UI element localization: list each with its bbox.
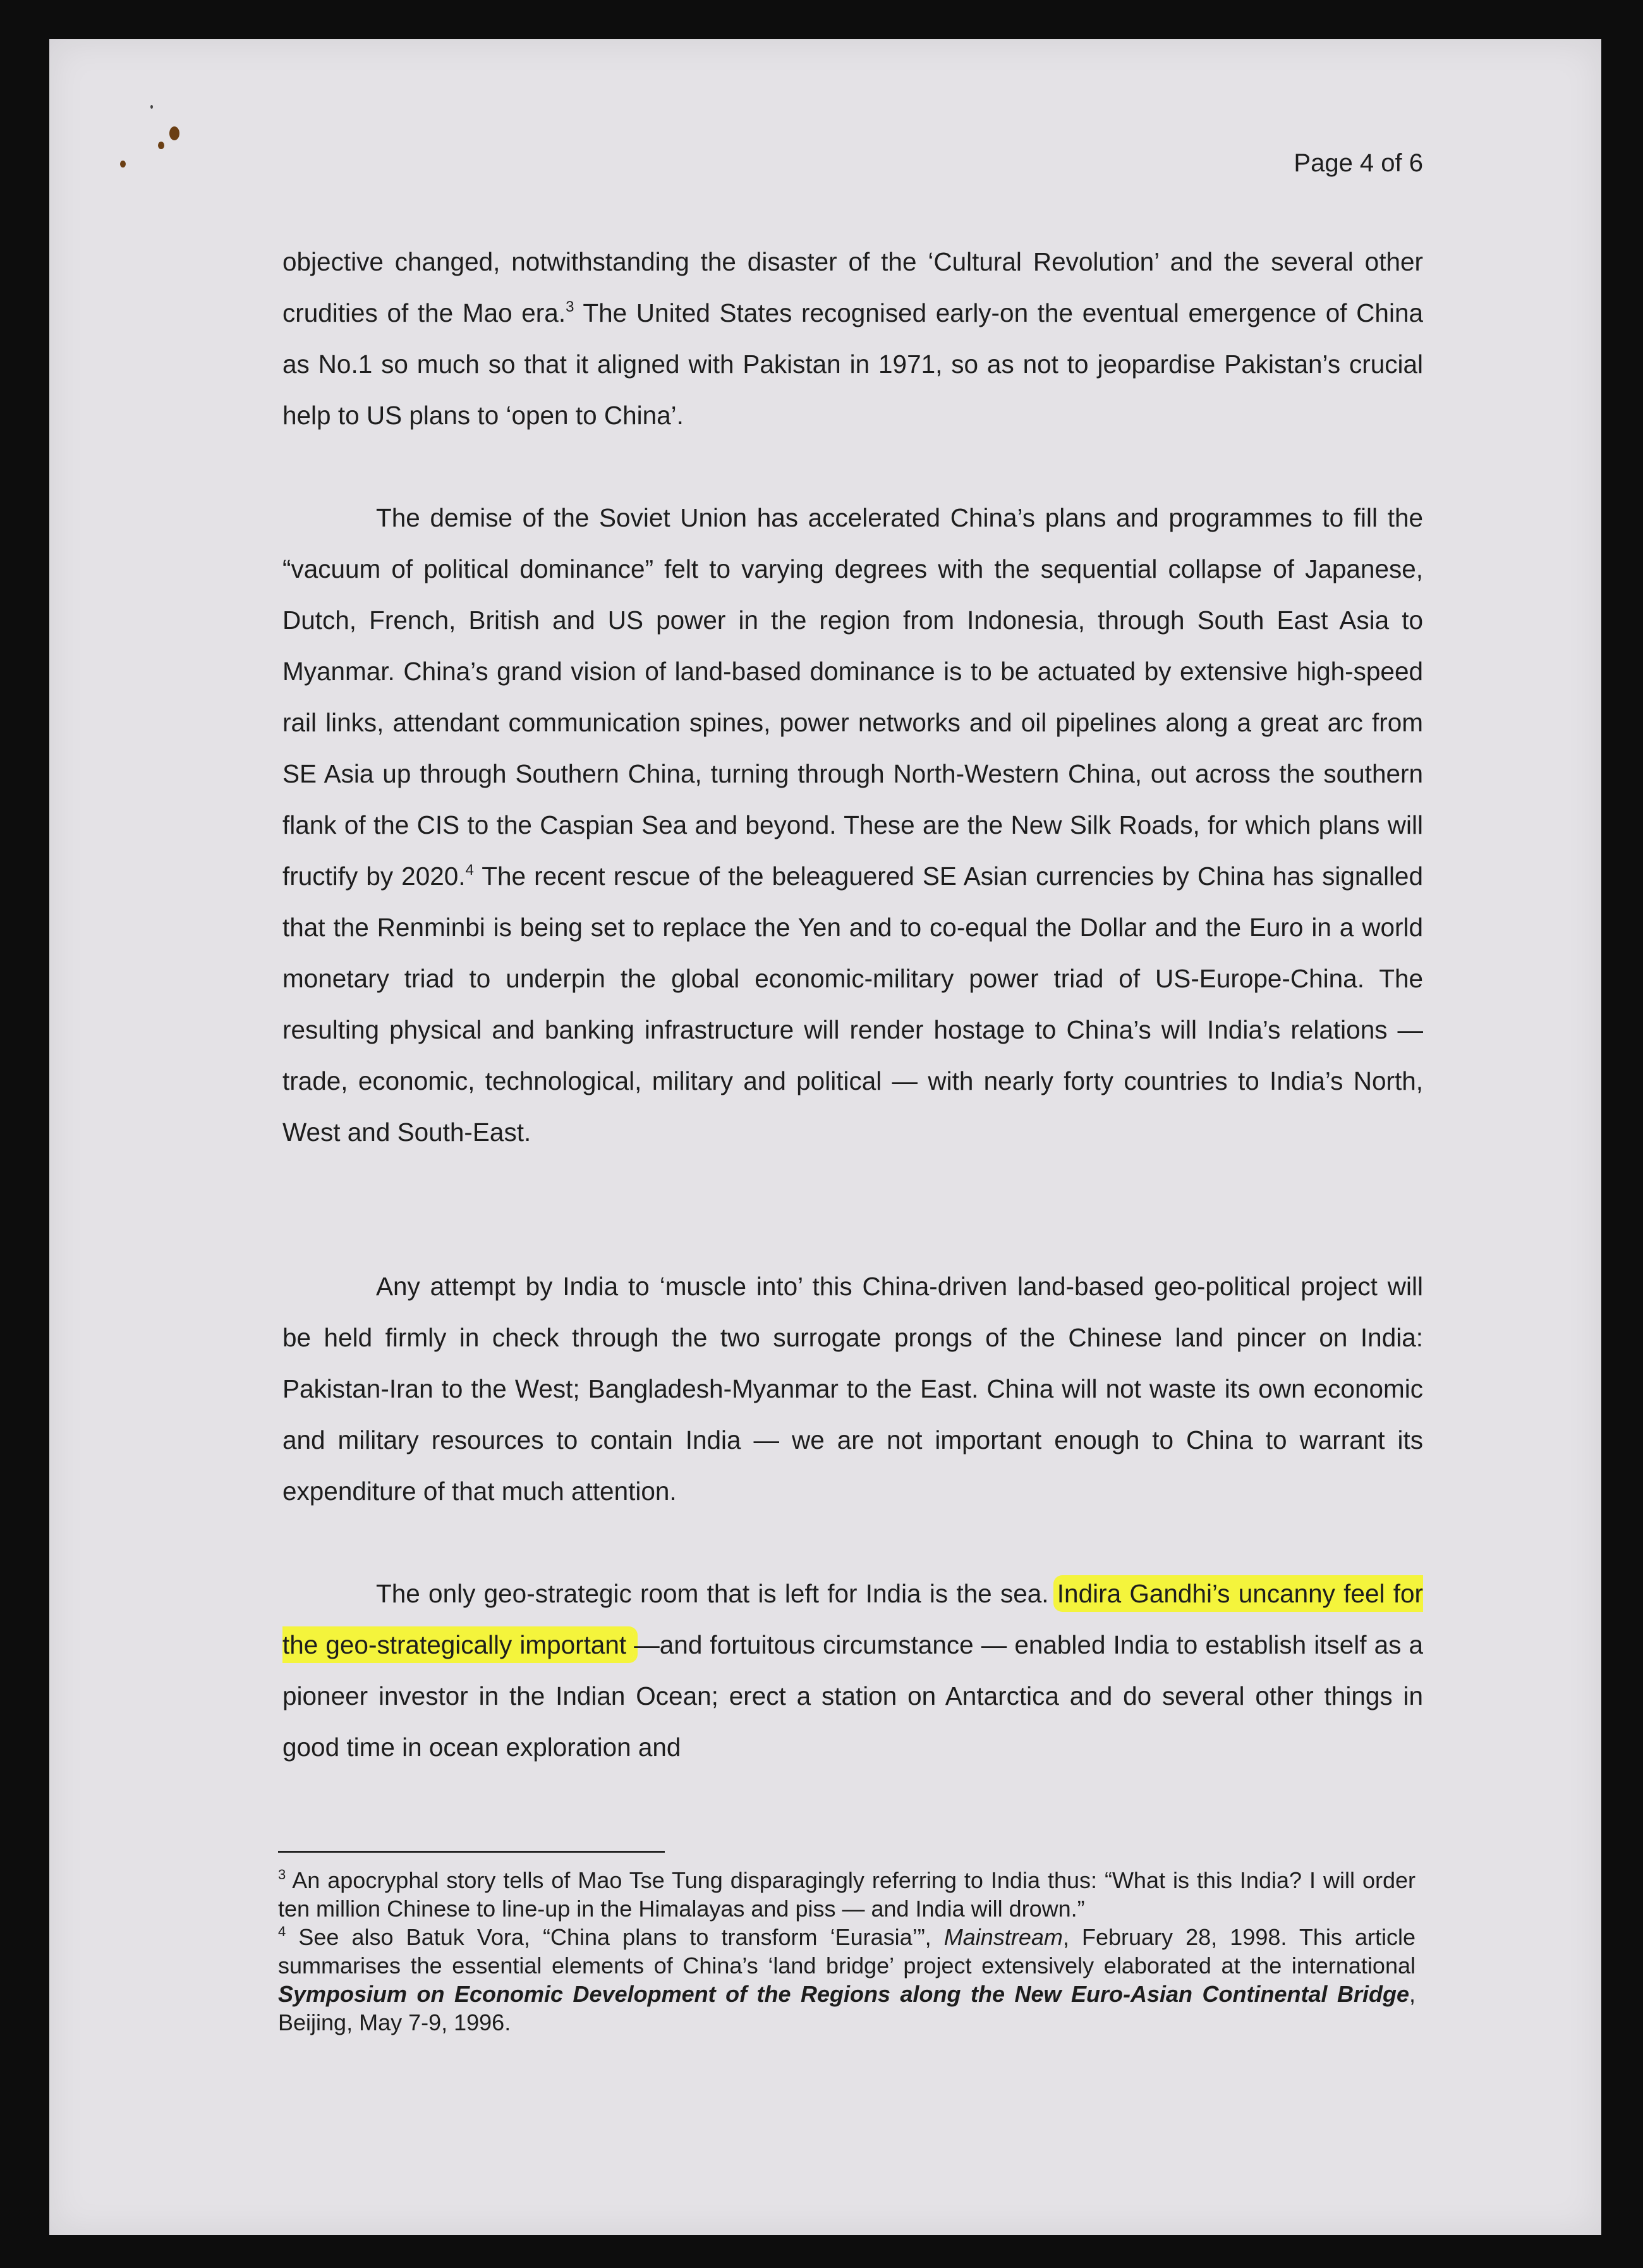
- footnote-4-text-c: , Beijing, May 7-9, 1996.: [278, 1981, 1416, 2035]
- paragraph-1-text-b: The United States recognised early-on the eventual emergence of China as No.1 so much so that it aligned with Pakistan in 1971, so as not to jeopardise Pakistan’s crucial help to US plans to ‘open to China’.: [282, 298, 1424, 430]
- footnote-4-text-b: , February 28, 1998. This article summarises the essential elements of China’s ‘land bridge’ project extensively elaborated at the international: [278, 1924, 1416, 1978]
- paragraph-1: [282, 236, 1423, 441]
- highlighted-passage: Indira Gandhi’s uncanny feel for the geo-strategically important: [282, 1579, 1423, 1659]
- page-number: Page 4 of 6: [1294, 149, 1423, 177]
- paper-speck: [158, 142, 164, 149]
- footnotes: [278, 1866, 1416, 2037]
- footnote-4-text-a: See also Batuk Vora, “China plans to transform ‘Eurasia’”,: [286, 1924, 944, 1950]
- paragraph-2: [282, 492, 1423, 1158]
- footnote-3-text: An apocryphal story tells of Mao Tse Tung disparagingly referring to India thus: “What is this India? I will order ten million Chinese to line-up in the Himalayas and piss — and India will drown.”: [278, 1867, 1416, 1922]
- footnote-ref-4[interactable]: 4: [465, 862, 474, 879]
- paragraph-4-text-a: The only geo-strategic room that is left for India is the sea.: [376, 1579, 1057, 1608]
- paragraph-2-text-b: The recent rescue of the beleaguered SE Asian currencies by China has signalled that the Renminbi is being set to replace the Yen and to co-equal the Dollar and the Euro in a world monetary triad to underpin the global economic-military power triad of US-Europe-China. The resulting physical and banking infrastructure will render hostage to China’s will India’s relations — trade, economic, technological, military and political — with nearly forty countries to India’s North, West and South-East.: [282, 862, 1423, 1147]
- footnote-separator: [278, 1851, 665, 1853]
- footnote-mark-4: 4: [278, 1924, 286, 1939]
- paragraph-2-text-a: The demise of the Soviet Union has accelerated China’s plans and programmes to fill the “vacuum of political dominance” felt to varying degrees with the sequential collapse of Japanese, Dutch, French, British and US power in the region from Indonesia, through South East Asia to Myanmar. China’s grand vision of land-based dominance is to be actuated by extensive high-speed rail links, attendant communication spines, power networks and oil pipelines along a great arc from SE Asia up through Southern China, turning through North-Western China, out across the southern flank of the CIS to the Caspian Sea and beyond. These are the New Silk Roads, for which plans will fructify by 2020.: [282, 503, 1423, 891]
- paper-speck: [150, 105, 153, 109]
- footnote-3: [278, 1866, 1416, 1923]
- journal-title: Mainstream: [943, 1924, 1063, 1950]
- paragraph-4-text-b: —and fortuitous circumstance — enabled India to establish itself as a pioneer investor in the Indian Ocean; erect a station on Antarctica and do several other things in good time in ocean exploration and: [282, 1630, 1423, 1762]
- paper-speck: [120, 161, 126, 168]
- footnote-4: [278, 1923, 1416, 2037]
- paragraph-4: [282, 1568, 1423, 1773]
- paragraph-1-text-a: objective changed, notwithstanding the disaster of the ‘Cultural Revolution’ and the several other crudities of the Mao era.: [282, 247, 1423, 327]
- symposium-title: Symposium on Economic Development of the Regions along the New Euro-Asian Continental Bridge: [278, 1981, 1409, 2007]
- paper-speck: [169, 126, 179, 140]
- footnote-ref-3[interactable]: 3: [566, 298, 574, 315]
- footnote-mark-3: 3: [278, 1867, 286, 1882]
- paragraph-3: Any attempt by India to ‘muscle into’ this China-driven land-based geo-political project will be held firmly in check through the two surrogate prongs of the Chinese land pincer on India: Pakistan-Iran to the West; Bangladesh-Myanmar to the East. China will not waste its own economic and military resources to contain India — we are not important enough to China to warrant its expenditure of that much attention.: [282, 1272, 1423, 1506]
